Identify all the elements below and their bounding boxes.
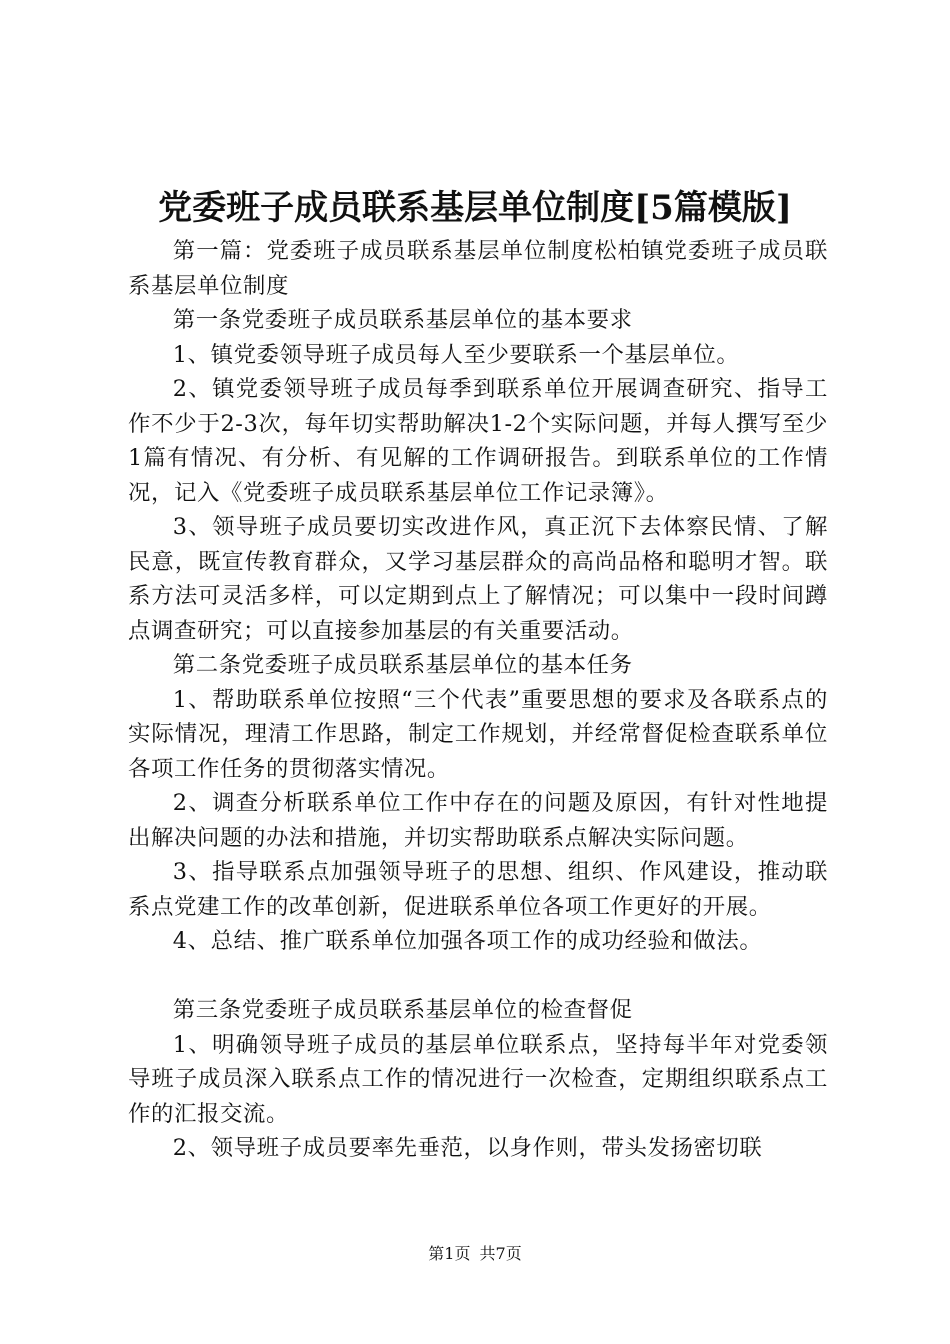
paragraph: 3、领导班子成员要切实改进作风，真正沉下去体察民情、了解民意，既宣传教育群众，又学习基层群众的高尚品格和聪明才智。联系方法可灵活多样，可以定期到点上了解情况；可以集中一段时间蹲点调查研究；可以直接参加基层的有关重要活动。: [128, 514, 828, 644]
paragraph: 1、明确领导班子成员的基层单位联系点，坚持每半年对党委领导班子成员深入联系点工作的情况进行一次检查，定期组织联系点工作的汇报交流。: [128, 1031, 828, 1127]
page-number: 第1页: [428, 1244, 471, 1263]
page-total: 共7页: [479, 1244, 522, 1263]
paragraph: 1、镇党委领导班子成员每人至少要联系一个基层单位。: [172, 341, 740, 368]
document-body: [128, 234, 828, 1166]
paragraph: 2、镇党委领导班子成员每季到联系单位开展调查研究、指导工作不少于2-3次，每年切实帮助解决1-2个实际问题，并每人撰写至少1篇有情况、有分析、有见解的工作调研报告。到联系单位的工作情况，记入《党委班子成员联系基层单位工作记录簿》。: [128, 376, 828, 506]
paragraph: 1、帮助联系单位按照“三个代表”重要思想的要求及各联系点的实际情况，理清工作思路，制定工作规划，并经常督促检查联系单位各项工作任务的贯彻落实情况。: [128, 686, 828, 782]
paragraph: 2、调查分析联系单位工作中存在的问题及原因，有针对性地提出解决问题的办法和措施，并切实帮助联系点解决实际问题。: [128, 790, 828, 851]
paragraph: 第一篇：党委班子成员联系基层单位制度松柏镇党委班子成员联系基层单位制度: [128, 238, 828, 299]
section-heading: 第三条党委班子成员联系基层单位的检查督促: [172, 997, 633, 1023]
section-heading: 第二条党委班子成员联系基层单位的基本任务: [172, 652, 633, 678]
paragraph: 4、总结、推广联系单位加强各项工作的成功经验和做法。: [172, 928, 763, 954]
paragraph: 2、领导班子成员要率先垂范，以身作则，带头发扬密切联: [172, 1135, 763, 1161]
section-heading: 第一条党委班子成员联系基层单位的基本要求: [172, 307, 633, 333]
paragraph: 3、指导联系点加强领导班子的思想、组织、作风建设，推动联系点党建工作的改革创新，促进联系单位各项工作更好的开展。: [128, 859, 828, 920]
document-title: 党委班子成员联系基层单位制度[5篇模版]: [158, 188, 792, 228]
page-footer: [0, 1243, 950, 1265]
